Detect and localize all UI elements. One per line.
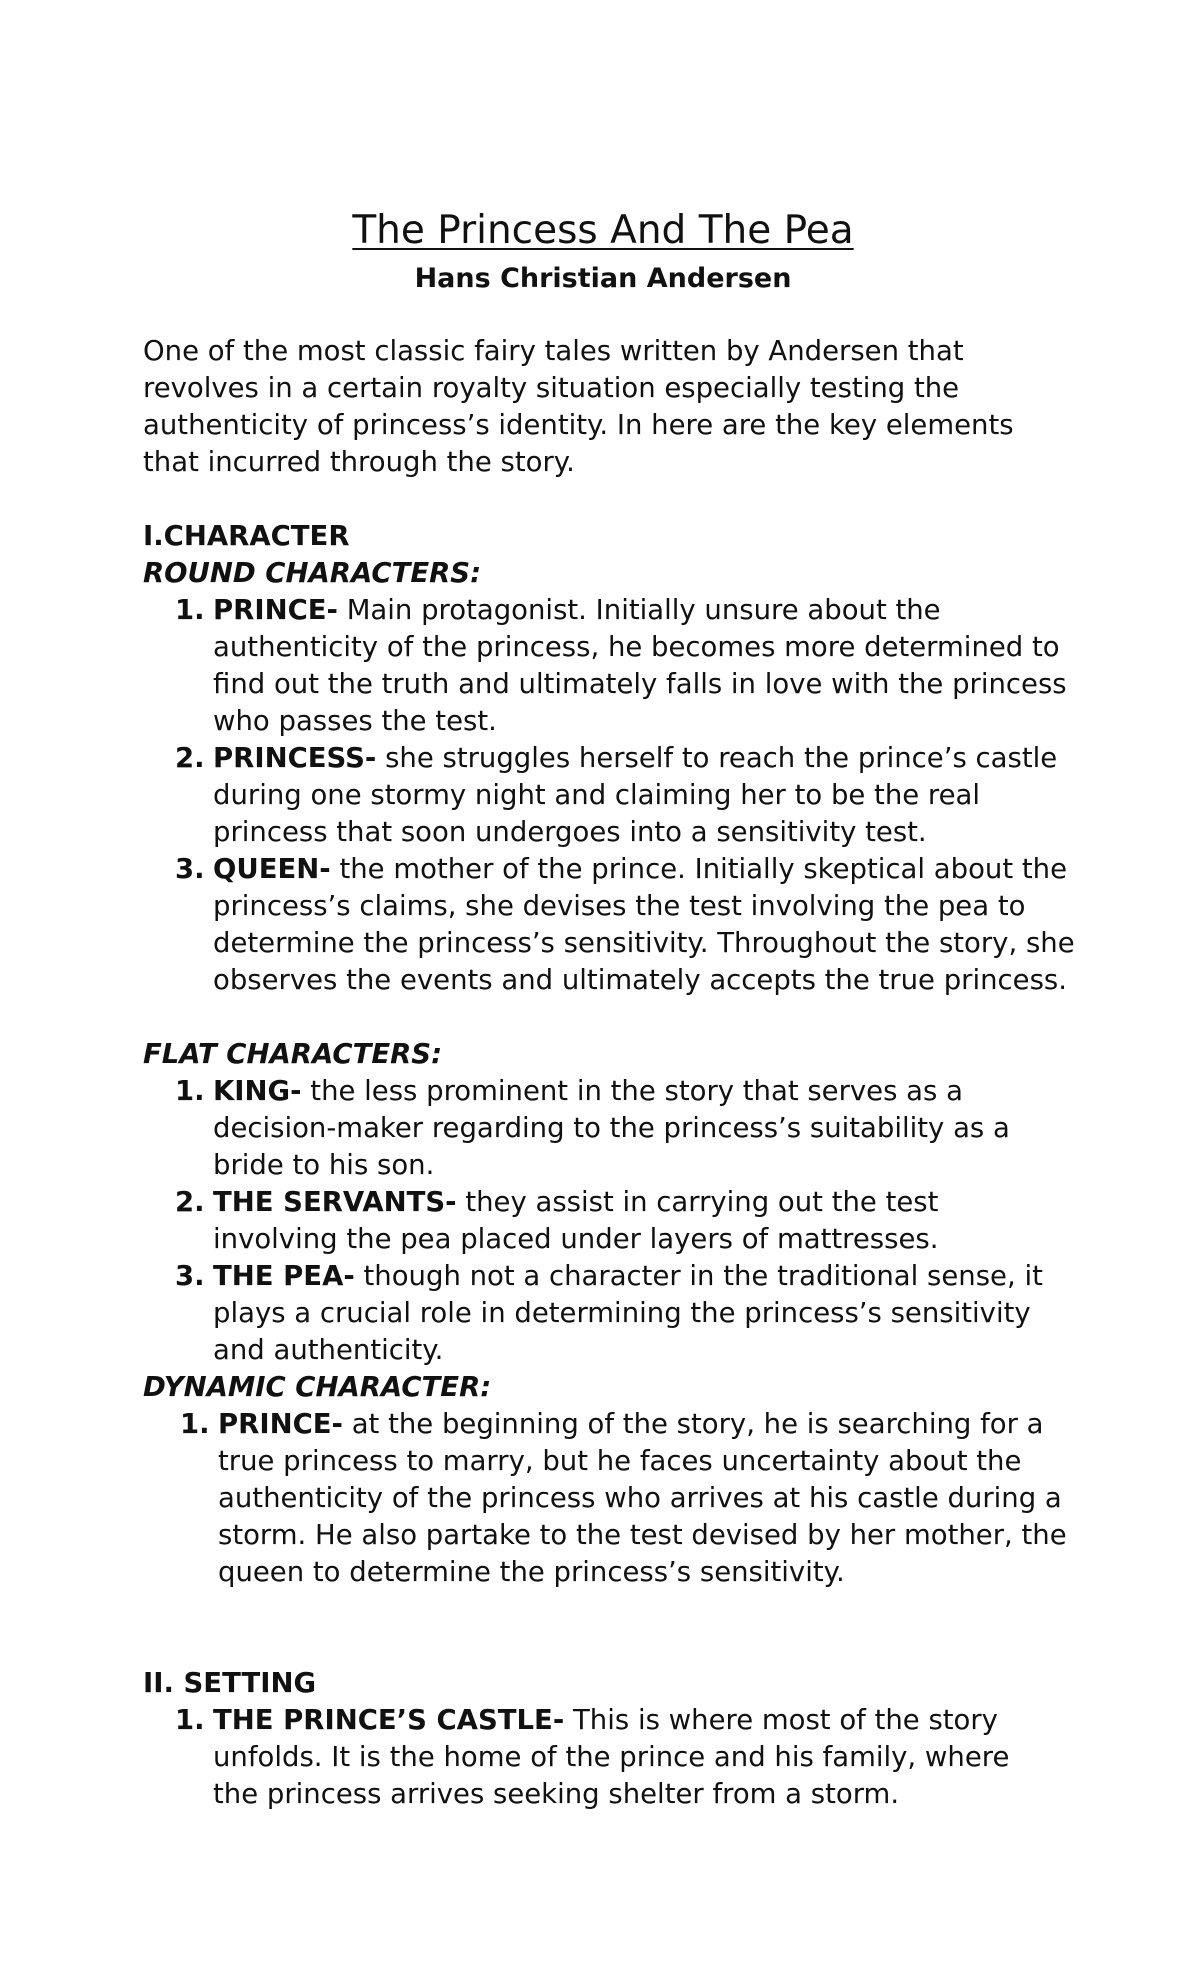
list-number: 1. [175,594,205,626]
list-item [143,1702,1043,1813]
list-term: PRINCE- [213,594,338,626]
list-term: THE SERVANTS- [213,1186,457,1218]
list-item [143,1258,1053,1369]
list-text: at the beginning of the story, he is searching for a true princess to marry, but he faces uncertainty about the authenticity of the princess who arrives at his castle during a storm. He also partake to the test devised by her mother, the queen to determine the princess’s sensitivity. [218,1408,1067,1588]
list-number: 1. [175,1704,205,1736]
list-term: PRINCESS- [213,742,377,774]
list-text: the mother of the prince. Initially skeptical about the princess’s claims, she devises the test involving the pea to determine the princess’s sensitivity. Throughout the story, she observes the events and ultimately accepts the true princess. [213,853,1075,996]
list-number: 2. [175,742,205,774]
list-text: This is where most of the story unfolds. It is the home of the prince and his family, where the princess arrives seeking shelter from a storm. [213,1704,1010,1810]
flat-characters-list [143,1073,1053,1369]
list-number: 3. [175,1260,205,1292]
list-term: PRINCE- [218,1408,343,1440]
list-text: Main protagonist. Initially unsure about the authenticity of the princess, he becomes more determined to find out the truth and ultimately falls in love with the princess who passes the test. [213,594,1067,737]
list-text: the less prominent in the story that serves as a decision-maker regarding to the princess’s suitability as a bride to his son. [213,1075,1010,1181]
dynamic-character-label: DYNAMIC CHARACTER: [143,1371,492,1403]
list-item [143,1184,1053,1258]
list-term: THE PRINCE’S CASTLE- [213,1704,565,1736]
list-number: 1. [175,1075,205,1107]
flat-characters-label: FLAT CHARACTERS: [143,1038,443,1070]
list-term: KING- [213,1075,302,1107]
document-author: Hans Christian Andersen [414,263,792,294]
list-number: 2. [175,1186,205,1218]
list-number: 3. [175,853,205,885]
list-item [143,1406,1088,1591]
list-text: she struggles herself to reach the prince’s castle during one stormy night and claiming her to be the real princess that soon undergoes into a sensitivity test. [213,742,1058,848]
round-characters-list [143,592,1083,999]
list-item [143,740,1083,851]
setting-section-heading: II. SETTING [143,1667,317,1699]
dynamic-character-list [143,1406,1088,1591]
list-text: though not a character in the traditional sense, it plays a crucial role in determining the princess’s sensitivity and authenticity. [213,1260,1043,1366]
intro-paragraph: One of the most classic fairy tales written by Andersen that revolves in a certain royalty situation especially testing the authenticity of princess’s identity. In here are the key elements that incurred through the story. [143,335,1014,478]
list-term: THE PEA- [213,1260,355,1292]
list-item [143,851,1083,999]
document-title: The Princess And The Pea [352,208,854,253]
setting-list [143,1702,1043,1813]
list-text: they assist in carrying out the test involving the pea placed under layers of mattresses. [213,1186,939,1255]
list-item [143,1073,1053,1184]
list-term: QUEEN- [213,853,331,885]
round-characters-label: ROUND CHARACTERS: [143,557,482,589]
list-item [143,592,1083,740]
list-number: 1. [180,1408,210,1440]
character-section-heading: I.CHARACTER [143,520,350,552]
